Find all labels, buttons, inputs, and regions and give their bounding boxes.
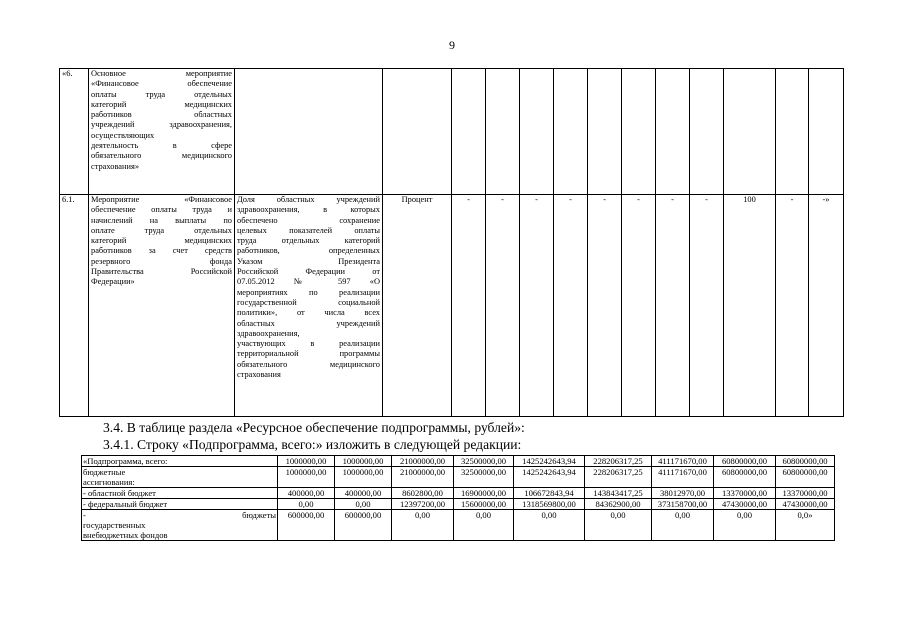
row-label-line: «Подпрограмма, всего:	[83, 456, 168, 466]
value-cell: -	[656, 195, 690, 417]
row-label	[82, 510, 278, 541]
activity-name-line: страхования»	[91, 161, 140, 171]
indicator-line: областных учреждений	[237, 318, 380, 328]
amount-cell: 0,00	[514, 510, 585, 541]
indicator-line: государственной социальной	[237, 297, 380, 307]
table-row	[82, 456, 835, 467]
activity-name-line: начислений на выплаты по	[91, 215, 232, 225]
row-label	[82, 456, 278, 467]
amount-cell: 1425242643,94	[514, 456, 585, 467]
amount-cell: 0,00	[278, 499, 335, 510]
page-number: 9	[449, 38, 455, 52]
indicator-line: Доля областных учреждений	[237, 195, 380, 204]
amount-cell: 228206317,25	[585, 467, 652, 488]
row-label-line: бюджетные	[83, 467, 126, 477]
indicator-line: здравоохранения, в которых	[237, 205, 380, 215]
amount-cell: 32500000,00	[454, 456, 514, 467]
activity-name-line: деятельность в сфере	[91, 141, 232, 151]
value-cell: -	[486, 195, 520, 417]
row-label-line: ассигнования:	[83, 477, 135, 487]
amount-cell: 1000000,00	[335, 467, 392, 488]
value-cell: -	[554, 195, 588, 417]
table-row	[60, 195, 844, 417]
activity-name-line: Правительства Российской	[91, 267, 232, 277]
amount-cell: 400000,00	[335, 488, 392, 499]
amount-cell: 1000000,00	[278, 456, 335, 467]
amount-cell: 600000,00	[335, 510, 392, 541]
indicator-line: политики», от числа всех	[237, 308, 380, 318]
amount-cell: 13370000,00	[714, 488, 776, 499]
amount-cell: 21000000,00	[392, 456, 454, 467]
activity-name-line: Основное мероприятие	[91, 69, 232, 78]
amount-cell: 47430000,00	[776, 499, 835, 510]
activity-name-line: оплате труда отдельных	[91, 225, 232, 235]
amount-cell: 1425242643,94	[514, 467, 585, 488]
value-cell: 100	[724, 195, 776, 417]
indicator-line: работников, определенных	[237, 246, 380, 256]
indicator-line: обеспечено сохранение	[237, 215, 380, 225]
amount-cell: 0,00	[454, 510, 514, 541]
activity-name-line: «Финансовое обеспечение	[91, 79, 232, 89]
row-label-line: внебюджетных фондов	[83, 530, 168, 540]
activity-name-line: обеспечение оплаты труда и	[91, 205, 232, 215]
row-number: «6.	[60, 69, 89, 195]
amount-cell: 38012970,00	[652, 488, 714, 499]
activity-name	[89, 69, 235, 195]
amount-cell: 12397200,00	[392, 499, 454, 510]
activity-name-line: категорий медицинских	[91, 99, 232, 109]
table-row	[82, 510, 835, 541]
amount-cell: 0,00	[714, 510, 776, 541]
indicator-name	[235, 195, 383, 417]
activity-name-line: резервного фонда	[91, 256, 232, 266]
unit-cell: Процент	[383, 195, 452, 417]
targets-table	[59, 68, 844, 417]
value-cell: -»	[809, 195, 844, 417]
row-label-line: государственных	[83, 520, 146, 530]
amount-cell: 15600000,00	[454, 499, 514, 510]
resources-table	[81, 455, 835, 541]
activity-name-line: обязательного медицинского	[91, 151, 232, 161]
amount-cell: 411171670,00	[652, 456, 714, 467]
amount-cell: 13370000,00	[776, 488, 835, 499]
amount-cell: 84362900,00	[585, 499, 652, 510]
amount-cell: 0,00	[585, 510, 652, 541]
row-label	[82, 499, 278, 510]
table-row	[82, 488, 835, 499]
indicator-line: страхования	[237, 370, 281, 380]
activity-name-line: Мероприятие «Финансовое	[91, 195, 232, 204]
row-number: 6.1.	[60, 195, 89, 417]
indicator-line: труда отдельных категорий	[237, 236, 380, 246]
row-label	[82, 488, 278, 499]
amount-cell: 143843417,25	[585, 488, 652, 499]
amount-cell: 228206317,25	[585, 456, 652, 467]
amount-cell: 21000000,00	[392, 467, 454, 488]
value-cell: -	[690, 195, 724, 417]
indicator-line: здравоохранения,	[237, 328, 300, 338]
amount-cell: 0,00	[392, 510, 454, 541]
row-label	[82, 467, 278, 488]
activity-name-line: категорий медицинских	[91, 236, 232, 246]
indicator-line: целевых показателей оплаты	[237, 225, 380, 235]
amount-cell: 60800000,00	[776, 467, 835, 488]
indicator-line: участвующих в реализации	[237, 339, 380, 349]
amount-cell: 600000,00	[278, 510, 335, 541]
activity-name-line: работников за счет средств	[91, 246, 232, 256]
value-cell: -	[622, 195, 656, 417]
amount-cell: 32500000,00	[454, 467, 514, 488]
value-cell: -	[520, 195, 554, 417]
table-row	[60, 69, 844, 195]
row-label-line: - федеральный бюджет	[83, 499, 168, 509]
amount-cell: 60800000,00	[714, 456, 776, 467]
activity-name-line: Федерации»	[91, 277, 135, 287]
activity-name-line: осуществляющих	[91, 130, 155, 140]
amount-cell: 106672843,94	[514, 488, 585, 499]
amount-cell: 411171670,00	[652, 467, 714, 488]
value-cell: -	[776, 195, 809, 417]
table-row	[82, 499, 835, 510]
amount-cell: 1318569800,00	[514, 499, 585, 510]
amount-cell: 0,00	[652, 510, 714, 541]
amount-cell: 60800000,00	[776, 456, 835, 467]
amount-cell: 400000,00	[278, 488, 335, 499]
amount-cell: 373158700,00	[652, 499, 714, 510]
indicator-line: обязательного медицинского	[237, 359, 380, 369]
amount-cell: 1000000,00	[278, 467, 335, 488]
value-cell: -	[452, 195, 486, 417]
amount-cell: 8602800,00	[392, 488, 454, 499]
amount-cell: 0,0»	[776, 510, 835, 541]
paragraph-3-4-1: 3.4.1. Строку «Подпрограмма, всего:» изложить в следующей редакции:	[103, 437, 522, 452]
activity-name-line: учреждений здравоохранения,	[91, 120, 232, 130]
indicator-line: Указом Президента	[237, 256, 380, 266]
amount-cell: 16900000,00	[454, 488, 514, 499]
activity-name	[89, 195, 235, 417]
indicator-line: мероприятиях по реализации	[237, 287, 380, 297]
paragraph-3-4: 3.4. В таблице раздела «Ресурсное обеспечение подпрограммы, рублей»:	[103, 420, 525, 435]
value-cell: -	[588, 195, 622, 417]
indicator-line: Российской Федерации от	[237, 267, 380, 277]
activity-name-line: оплаты труда отдельных	[91, 89, 232, 99]
indicator-line: 07.05.2012 № 597 «О	[237, 277, 380, 287]
amount-cell: 47430000,00	[714, 499, 776, 510]
table-row	[82, 467, 835, 488]
row-label-line: - областной бюджет	[83, 488, 156, 498]
activity-name-line: работников областных	[91, 110, 232, 120]
amount-cell: 0,00	[335, 499, 392, 510]
amount-cell: 1000000,00	[335, 456, 392, 467]
amount-cell: 60800000,00	[714, 467, 776, 488]
indicator-line: территориальной программы	[237, 349, 380, 359]
row-label-line: - бюджеты	[83, 510, 276, 520]
